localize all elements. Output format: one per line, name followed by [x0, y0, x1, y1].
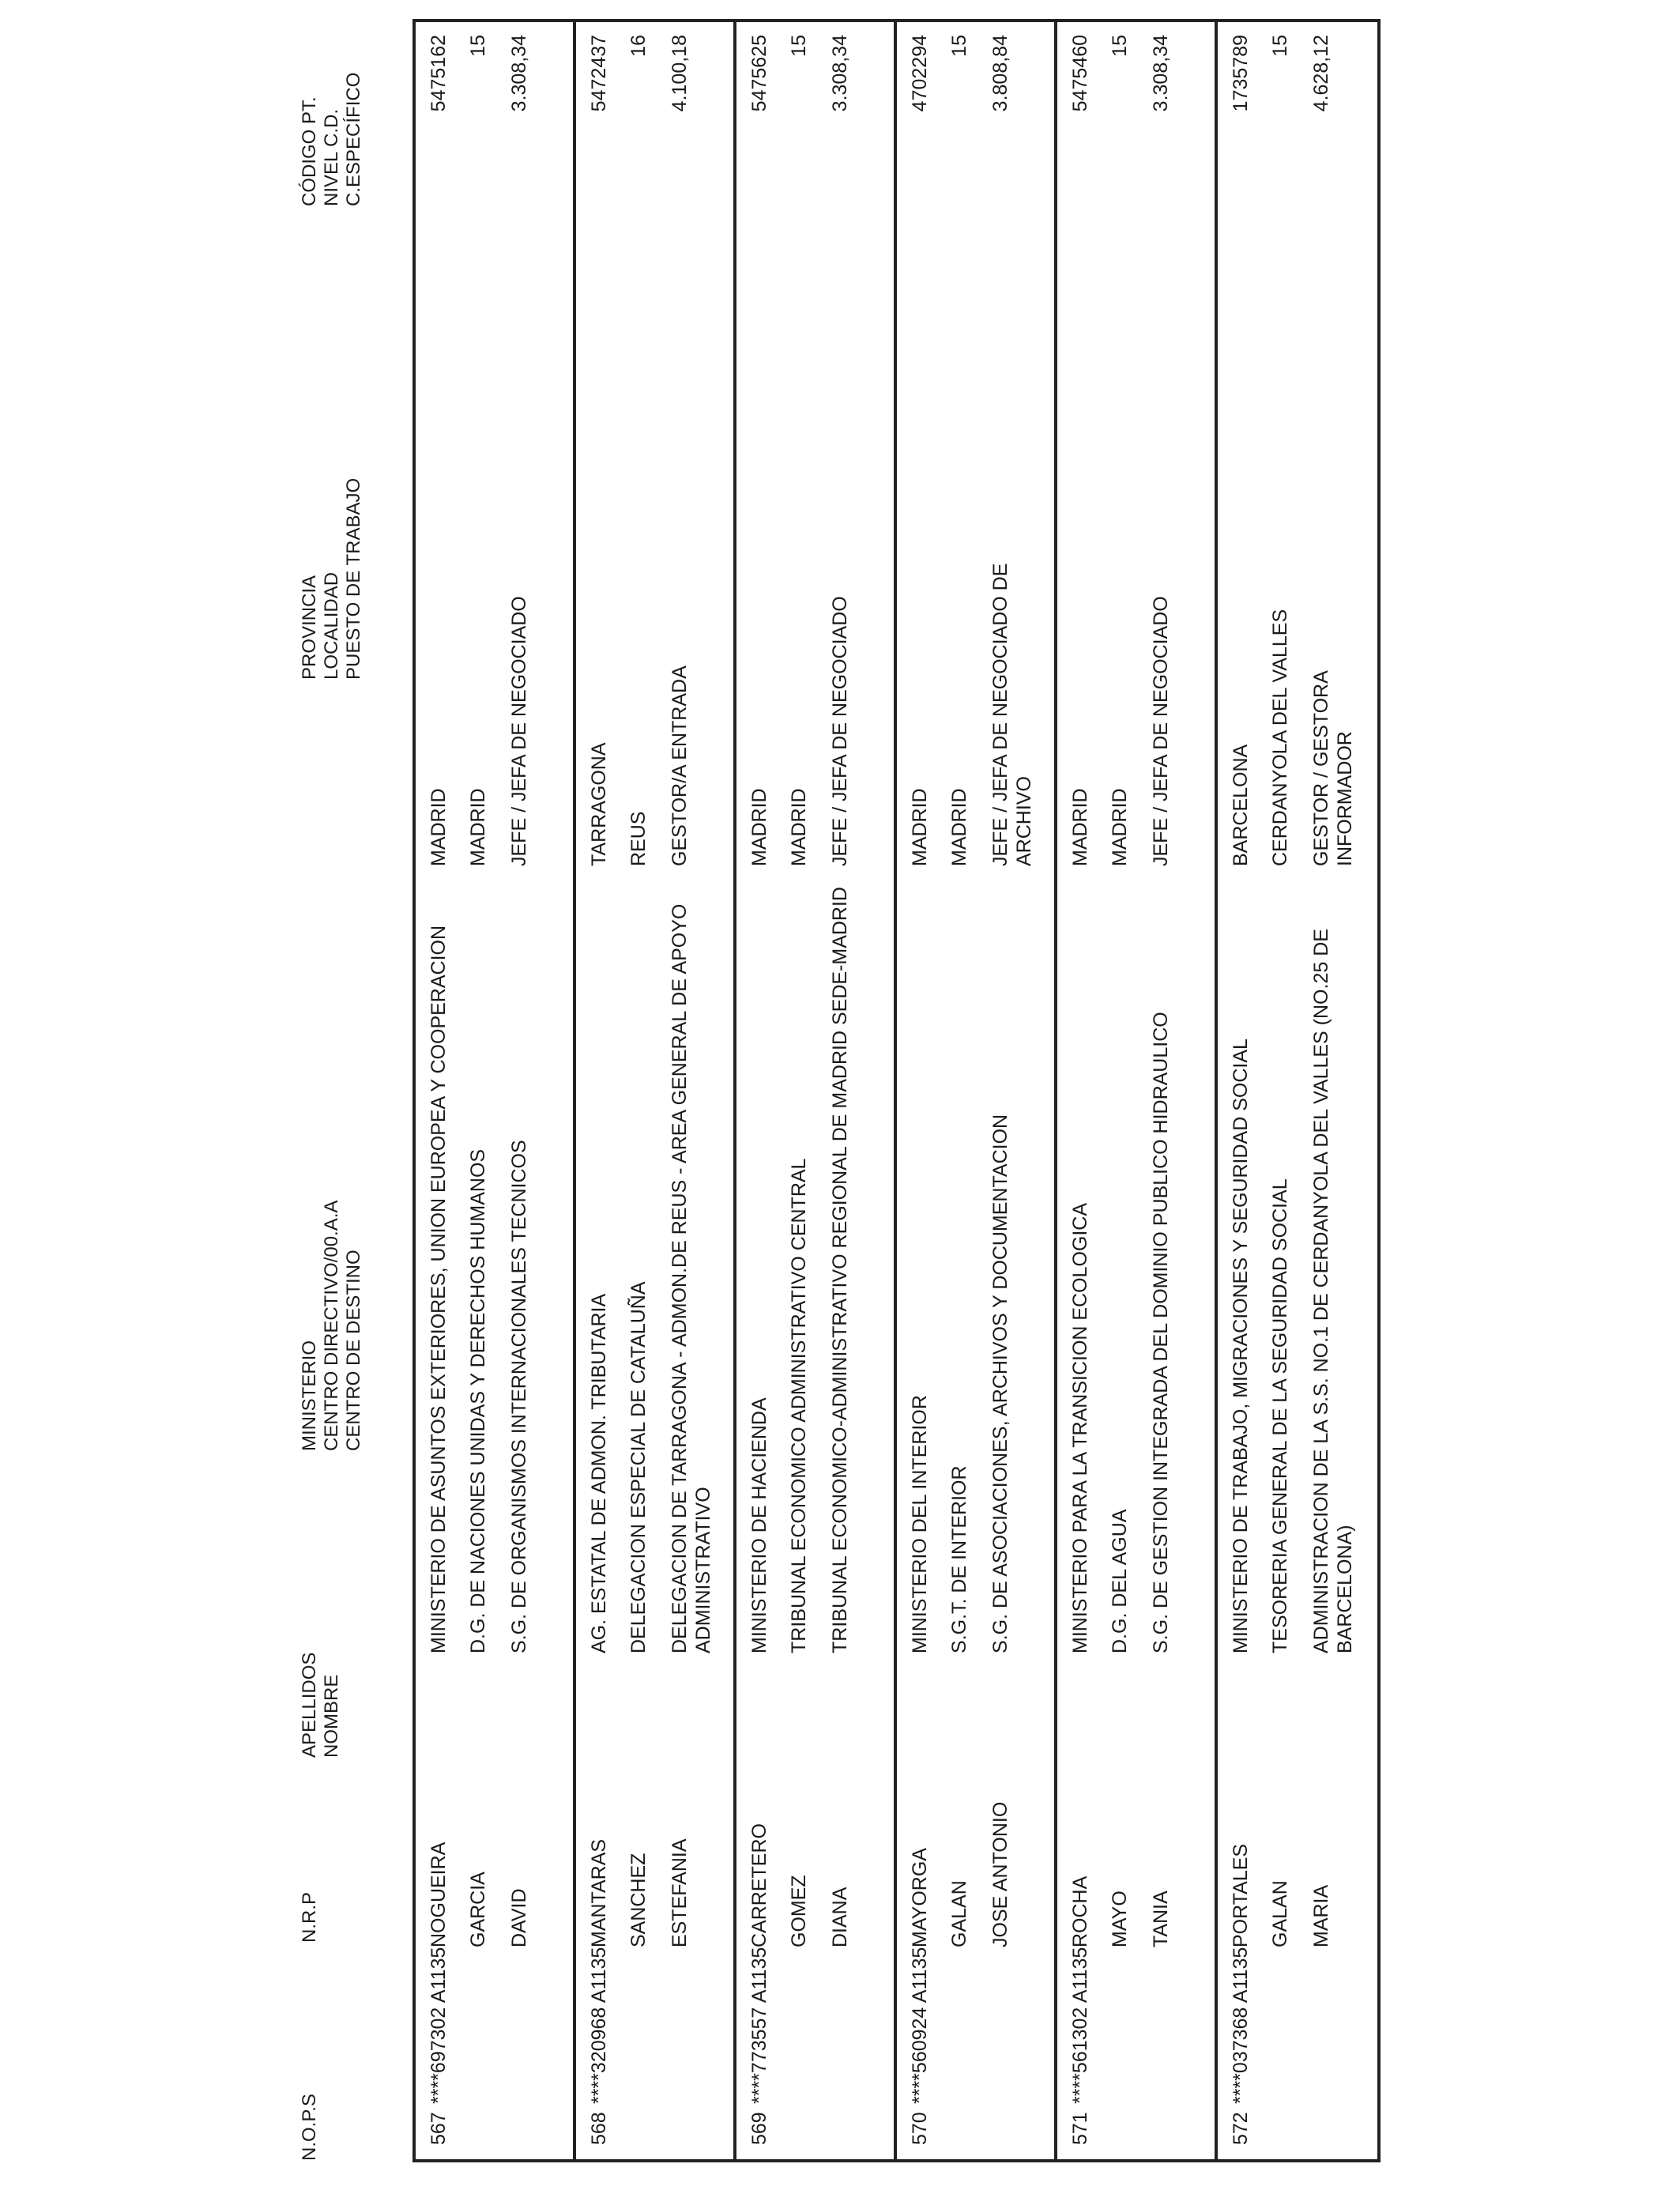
centre: TRIBUNAL ECONOMICO-ADMINISTRATIVO REGIONAL DE MADRID SEDE-MADRID	[829, 887, 851, 1653]
specific: 3.308,34	[1150, 35, 1172, 112]
province: MADRID	[428, 788, 450, 866]
header-province: PROVINCIA	[299, 575, 320, 680]
surname1: PORTALES	[1230, 1843, 1252, 1947]
header-name: NOMBRE	[321, 1674, 342, 1758]
nops: 567	[428, 2112, 450, 2145]
level: 15	[1269, 35, 1291, 57]
header-specific: C.ESPECÍFICO	[343, 72, 364, 206]
province: TARRAGONA	[588, 742, 610, 866]
province: MADRID	[1069, 788, 1091, 866]
centre: S.G. DE GESTION INTEGRADA DEL DOMINIO PUBLICO HIDRAULICO	[1150, 1012, 1172, 1653]
surname1: CARRETERO	[748, 1823, 770, 1947]
header-names	[299, 1653, 343, 1758]
surname2: GOMEZ	[788, 1875, 810, 1947]
specific: 3.808,84	[989, 35, 1011, 112]
given-name: ESTEFANIA	[669, 1838, 691, 1947]
code: 4702294	[909, 35, 931, 112]
given-name: TANIA	[1150, 1891, 1172, 1947]
ministry: MINISTERIO DE TRABAJO, MIGRACIONES Y SEGURIDAD SOCIAL	[1230, 1039, 1252, 1653]
surname1: ROCHA	[1069, 1875, 1091, 1947]
record-block	[1057, 22, 1218, 2159]
level: 15	[1109, 35, 1131, 57]
given-name: DIANA	[829, 1887, 851, 1947]
header-level: NIVEL C.D.	[321, 108, 342, 206]
post: JEFE / JEFA DE NEGOCIADO	[508, 596, 530, 866]
nops: 571	[1069, 2112, 1091, 2145]
locality: REUS	[627, 811, 650, 866]
nrp: ****560924 A1135	[909, 1947, 931, 2104]
locality: MADRID	[467, 788, 489, 866]
nops: 569	[748, 2112, 770, 2145]
header-nrp: N.R.P	[299, 1891, 320, 1943]
record-block	[736, 22, 897, 2159]
header-location	[299, 478, 365, 680]
centre: DELEGACION DE TARRAGONA - ADMON.DE REUS - AREA GENERAL DE APOYO ADMINISTRATIVO	[669, 903, 714, 1653]
directorate: S.G.T. DE INTERIOR	[948, 1465, 970, 1653]
directorate: DELEGACION ESPECIAL DE CATALUÑA	[627, 1281, 650, 1653]
code: 5472437	[588, 35, 610, 112]
specific: 3.308,34	[829, 35, 851, 112]
header-locality: LOCALIDAD	[321, 571, 342, 680]
nops: 570	[909, 2112, 931, 2145]
locality: MADRID	[788, 788, 810, 866]
code: 1735789	[1230, 35, 1252, 112]
given-name: MARIA	[1310, 1884, 1332, 1947]
province: MADRID	[748, 788, 770, 866]
ministry: AG. ESTATAL DE ADMON. TRIBUTARIA	[588, 1293, 610, 1653]
header-centre: CENTRO DE DESTINO	[343, 1250, 364, 1451]
header-surnames: APELLIDOS	[299, 1652, 320, 1758]
header-directorate: CENTRO DIRECTIVO/00.A.A	[321, 1200, 342, 1451]
nops: 568	[588, 2112, 610, 2145]
nrp: ****773557 A1135	[748, 1947, 770, 2104]
post: JEFE / JEFA DE NEGOCIADO	[1150, 596, 1172, 866]
nrp: ****320968 A1135	[588, 1947, 610, 2104]
province: BARCELONA	[1230, 744, 1252, 866]
nrp: ****037368 A1135	[1230, 1947, 1252, 2104]
post: GESTOR/A ENTRADA	[669, 665, 691, 866]
header-nops: N.O.P.S	[299, 2094, 320, 2161]
surname2: GALAN	[1269, 1880, 1291, 1947]
code: 5475625	[748, 35, 770, 112]
specific: 3.308,34	[508, 35, 530, 112]
level: 15	[788, 35, 810, 57]
code: 5475162	[428, 35, 450, 112]
directorate: TESORERIA GENERAL DE LA SEGURIDAD SOCIAL	[1269, 1178, 1291, 1653]
code: 5475460	[1069, 35, 1091, 112]
ministry: MINISTERIO PARA LA TRANSICION ECOLOGICA	[1069, 1202, 1091, 1653]
locality: MADRID	[1109, 788, 1131, 866]
ministry: MINISTERIO DEL INTERIOR	[909, 1395, 931, 1653]
centre: ADMINISTRACION DE LA S.S. NO.1 DE CERDANYOLA DEL VALLES (NO.25 DE BARCELONA)	[1310, 929, 1356, 1653]
record-block	[897, 22, 1057, 2159]
record-block	[1218, 22, 1377, 2159]
post: JEFE / JEFA DE NEGOCIADO DE ARCHIVO	[989, 563, 1035, 866]
directorate: D.G. DEL AGUA	[1109, 1509, 1131, 1653]
province: MADRID	[909, 788, 931, 866]
surname2: GARCIA	[467, 1872, 489, 1947]
nrp: ****561302 A1135	[1069, 1947, 1091, 2104]
surname1: MANTARAS	[588, 1838, 610, 1947]
header-post: PUESTO DE TRABAJO	[343, 477, 364, 680]
surname2: SANCHEZ	[627, 1853, 650, 1947]
header-ministry: MINISTERIO	[299, 1340, 320, 1451]
directorate: TRIBUNAL ECONOMICO ADMINISTRATIVO CENTRAL	[788, 1158, 810, 1653]
level: 15	[467, 35, 489, 57]
records-table	[412, 19, 1381, 2162]
centre: S.G. DE ORGANISMOS INTERNACIONALES TECNICOS	[508, 1140, 530, 1653]
directorate: D.G. DE NACIONES UNIDAS Y DERECHOS HUMANOS	[467, 1148, 489, 1653]
record-block	[576, 22, 736, 2159]
post: GESTOR / GESTORA INFORMADOR	[1310, 671, 1356, 866]
post: JEFE / JEFA DE NEGOCIADO	[829, 596, 851, 866]
centre: S.G. DE ASOCIACIONES, ARCHIVOS Y DOCUMENTACION	[989, 1114, 1011, 1653]
given-name: DAVID	[508, 1888, 530, 1947]
ministry: MINISTERIO DE HACIENDA	[748, 1397, 770, 1653]
given-name: JOSE ANTONIO	[989, 1801, 1011, 1947]
specific: 4.100,18	[669, 35, 691, 112]
surname2: GALAN	[948, 1880, 970, 1947]
record-block	[416, 22, 576, 2159]
nrp: ****697302 A1135	[428, 1947, 450, 2104]
surname1: MAYORGA	[909, 1848, 931, 1947]
level: 16	[627, 35, 650, 57]
header-code: CÓDIGO PT.	[299, 96, 320, 206]
surname2: MAYO	[1109, 1891, 1131, 1947]
header-codes	[299, 73, 365, 206]
locality: CERDANYOLA DEL VALLES	[1269, 609, 1291, 866]
nops: 572	[1230, 2112, 1252, 2145]
header-organization	[299, 1201, 365, 1451]
specific: 4.628,12	[1310, 35, 1332, 112]
surname1: NOGUEIRA	[428, 1842, 450, 1947]
locality: MADRID	[948, 788, 970, 866]
ministry: MINISTERIO DE ASUNTOS EXTERIORES, UNION EUROPEA Y COOPERACION	[428, 925, 450, 1653]
level: 15	[948, 35, 970, 57]
